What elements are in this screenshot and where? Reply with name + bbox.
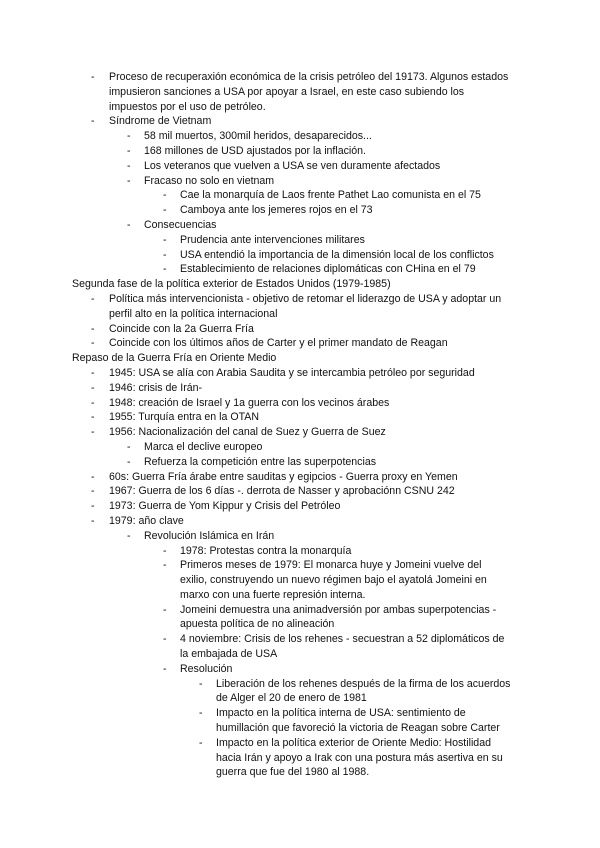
line-text: marxo con una fuerte represión interna. xyxy=(180,588,366,601)
list-item xyxy=(72,174,532,189)
bullet-dash: - xyxy=(163,248,167,261)
list-item xyxy=(72,159,532,174)
bullet-dash: - xyxy=(163,263,167,276)
bullet-dash: - xyxy=(199,707,203,720)
text-line xyxy=(72,662,532,677)
text-line xyxy=(72,307,532,322)
line-text: 1955: Turquía entra en la OTAN xyxy=(109,411,259,424)
list-item xyxy=(72,425,532,440)
text-line xyxy=(72,529,532,544)
text-line xyxy=(72,410,532,425)
text-line xyxy=(72,248,532,263)
bullet-dash: - xyxy=(199,677,203,690)
line-text: Impacto en la política exterior de Oriente Medio: Hostilidad xyxy=(216,736,491,749)
line-text: humillación que favoreció la victoria de Reagan sobre Carter xyxy=(216,722,500,735)
list-item xyxy=(72,662,532,677)
list-item xyxy=(72,218,532,233)
list-item xyxy=(72,144,532,159)
list-item xyxy=(72,233,532,248)
text-line xyxy=(72,751,532,766)
text-line xyxy=(72,114,532,129)
bullet-dash: - xyxy=(163,633,167,646)
line-text: 1948: creación de Israel y 1a guerra con los vecinos árabes xyxy=(109,396,390,409)
line-text: Revolución Islámica en Irán xyxy=(144,529,275,542)
line-text: Liberación de los rehenes después de la firma de los acuerdos xyxy=(216,677,511,690)
line-text: exilio, construyendo un nuevo régimen bajo el ayatolá Jomeini en xyxy=(180,574,487,587)
bullet-dash: - xyxy=(91,366,95,379)
text-line xyxy=(72,277,532,292)
text-line xyxy=(72,558,532,573)
text-line xyxy=(72,617,532,632)
list-item xyxy=(72,129,532,144)
text-line xyxy=(72,499,532,514)
line-text: 1973: Guerra de Yom Kippur y Crisis del Petróleo xyxy=(109,500,341,513)
line-text: Política más intervencionista - objetivo de retomar el liderazgo de USA y adoptar un xyxy=(109,292,502,305)
text-line xyxy=(72,440,532,455)
line-text: guerra que fue del 1980 al 1988. xyxy=(216,766,370,779)
bullet-dash: - xyxy=(91,337,95,350)
line-text: Consecuencias xyxy=(144,218,217,231)
line-text: Síndrome de Vietnam xyxy=(109,115,212,128)
bullet-dash: - xyxy=(127,130,131,143)
text-line xyxy=(72,262,532,277)
line-text: 4 noviembre: Crisis de los rehenes - secuestran a 52 diplomáticos de xyxy=(180,633,505,646)
bullet-dash: - xyxy=(127,174,131,187)
line-text: Prudencia ante intervenciones militares xyxy=(180,233,365,246)
text-line xyxy=(72,100,532,115)
bullet-dash: - xyxy=(127,144,131,157)
list-item xyxy=(72,677,532,707)
line-text: Coincide con la 2a Guerra Fría xyxy=(109,322,254,335)
list-item xyxy=(72,396,532,411)
list-item xyxy=(72,188,532,203)
line-text: de Alger el 20 de enero de 1981 xyxy=(216,692,367,705)
bullet-dash: - xyxy=(163,189,167,202)
line-text: Resolución xyxy=(180,662,233,675)
line-text: impuestos por el uso de petróleo. xyxy=(109,100,266,113)
list-item xyxy=(72,470,532,485)
bullet-dash: - xyxy=(91,396,95,409)
text-line xyxy=(72,233,532,248)
section-heading xyxy=(72,351,532,366)
text-line xyxy=(72,70,532,85)
text-line xyxy=(72,765,532,780)
text-line xyxy=(72,322,532,337)
bullet-dash: - xyxy=(91,470,95,483)
text-line xyxy=(72,470,532,485)
bullet-dash: - xyxy=(163,662,167,675)
line-text: hacia Irán y apoyo a Irak con una postura más asertiva en su xyxy=(216,751,503,764)
bullet-dash: - xyxy=(91,292,95,305)
list-item xyxy=(72,499,532,514)
text-line xyxy=(72,381,532,396)
list-item xyxy=(72,529,532,544)
text-line xyxy=(72,129,532,144)
text-line xyxy=(72,647,532,662)
line-text: 1956: Nacionalización del canal de Suez y Guerra de Suez xyxy=(109,426,386,439)
bullet-dash: - xyxy=(91,514,95,527)
line-text: apuesta política de no alineación xyxy=(180,618,335,631)
line-text: Establecimiento de relaciones diplomáticas con CHina en el 79 xyxy=(180,263,476,276)
bullet-dash: - xyxy=(127,159,131,172)
line-text: Cae la monarquía de Laos frente Pathet Lao comunista en el 75 xyxy=(180,189,481,202)
bullet-dash: - xyxy=(127,529,131,542)
line-text: Proceso de recuperaxión económica de la crisis petróleo del 19173. Algunos estados xyxy=(109,71,509,83)
bullet-dash: - xyxy=(127,440,131,453)
list-item xyxy=(72,114,532,129)
list-item xyxy=(72,736,532,780)
text-line xyxy=(72,544,532,559)
line-text: impusieron sanciones a USA por apoyar a Israel, en este caso subiendo los xyxy=(109,85,465,98)
text-line xyxy=(72,425,532,440)
text-line xyxy=(72,632,532,647)
text-line xyxy=(72,174,532,189)
line-text: 58 mil muertos, 300mil heridos, desaparecidos... xyxy=(144,130,372,143)
list-item xyxy=(72,336,532,351)
list-item xyxy=(72,322,532,337)
line-text: Marca el declive europeo xyxy=(144,440,263,453)
text-line xyxy=(72,292,532,307)
bullet-dash: - xyxy=(127,455,131,468)
text-line xyxy=(72,366,532,381)
text-line xyxy=(72,484,532,499)
line-text: Camboya ante los jemeres rojos en el 73 xyxy=(180,204,373,217)
list-item xyxy=(72,410,532,425)
list-item xyxy=(72,632,532,662)
bullet-dash: - xyxy=(91,500,95,513)
text-line xyxy=(72,588,532,603)
text-line xyxy=(72,159,532,174)
bullet-dash: - xyxy=(91,485,95,498)
list-item xyxy=(72,262,532,277)
bullet-dash: - xyxy=(127,218,131,231)
list-item xyxy=(72,381,532,396)
line-text: USA entendió la importancia de la dimensión local de los conflictos xyxy=(180,248,494,261)
text-line xyxy=(72,203,532,218)
bullet-dash: - xyxy=(91,426,95,439)
text-line xyxy=(72,573,532,588)
list-item xyxy=(72,70,532,114)
text-line xyxy=(72,721,532,736)
list-item xyxy=(72,558,532,602)
text-line xyxy=(72,677,532,692)
bullet-dash: - xyxy=(199,736,203,749)
line-text: perfil alto en la política internacional xyxy=(109,307,278,320)
text-line xyxy=(72,85,532,100)
list-item xyxy=(72,544,532,559)
line-text: 1946: crisis de Irán- xyxy=(109,381,203,394)
line-text: Fracaso no solo en vietnam xyxy=(144,174,275,187)
line-text: Primeros meses de 1979: El monarca huye y Jomeini vuelve del xyxy=(180,559,482,572)
bullet-dash: - xyxy=(91,411,95,424)
notes-body xyxy=(72,70,532,780)
text-line xyxy=(72,188,532,203)
bullet-dash: - xyxy=(163,544,167,557)
line-text: 1945: USA se alía con Arabia Saudita y se intercambia petróleo por seguridad xyxy=(109,366,475,379)
text-line xyxy=(72,455,532,470)
line-text: la embajada de USA xyxy=(180,648,278,661)
text-line xyxy=(72,514,532,529)
line-text: Coincide con los últimos años de Carter y el primer mandato de Reagan xyxy=(109,337,448,350)
list-item xyxy=(72,706,532,736)
text-line xyxy=(72,144,532,159)
list-item xyxy=(72,440,532,455)
line-text: Segunda fase de la política exterior de Estados Unidos (1979-1985) xyxy=(72,278,391,291)
line-text: Impacto en la política interna de USA: sentimiento de xyxy=(216,707,466,720)
line-text: 168 millones de USD ajustados por la inflación. xyxy=(144,144,367,157)
bullet-dash: - xyxy=(163,559,167,572)
bullet-dash: - xyxy=(91,381,95,394)
list-item xyxy=(72,514,532,529)
text-line xyxy=(72,336,532,351)
bullet-dash: - xyxy=(163,233,167,246)
text-line xyxy=(72,736,532,751)
text-line xyxy=(72,691,532,706)
list-item xyxy=(72,455,532,470)
list-item xyxy=(72,366,532,381)
list-item xyxy=(72,292,532,322)
bullet-dash: - xyxy=(163,204,167,217)
section-heading xyxy=(72,277,532,292)
line-text: 1967: Guerra de los 6 días -. derrota de Nasser y aprobaciónn CSNU 242 xyxy=(109,485,455,498)
text-line xyxy=(72,351,532,366)
line-text: Repaso de la Guerra Fría en Oriente Medio xyxy=(72,352,277,365)
list-item xyxy=(72,203,532,218)
list-item xyxy=(72,603,532,633)
bullet-dash: - xyxy=(91,322,95,335)
text-line xyxy=(72,603,532,618)
line-text: Los veteranos que vuelven a USA se ven duramente afectados xyxy=(144,159,441,172)
line-text: 60s: Guerra Fría árabe entre sauditas y egipcios - Guerra proxy en Yemen xyxy=(109,470,458,483)
bullet-dash: - xyxy=(91,71,95,83)
text-line xyxy=(72,706,532,721)
line-text: 1979: año clave xyxy=(109,514,184,527)
text-line xyxy=(72,396,532,411)
bullet-dash: - xyxy=(91,115,95,128)
list-item xyxy=(72,248,532,263)
text-line xyxy=(72,218,532,233)
line-text: Refuerza la competición entre las superpotencias xyxy=(144,455,377,468)
bullet-dash: - xyxy=(163,603,167,616)
list-item xyxy=(72,484,532,499)
line-text: 1978: Protestas contra la monarquía xyxy=(180,544,352,557)
line-text: Jomeini demuestra una animadversión por ambas superpotencias - xyxy=(180,603,497,616)
